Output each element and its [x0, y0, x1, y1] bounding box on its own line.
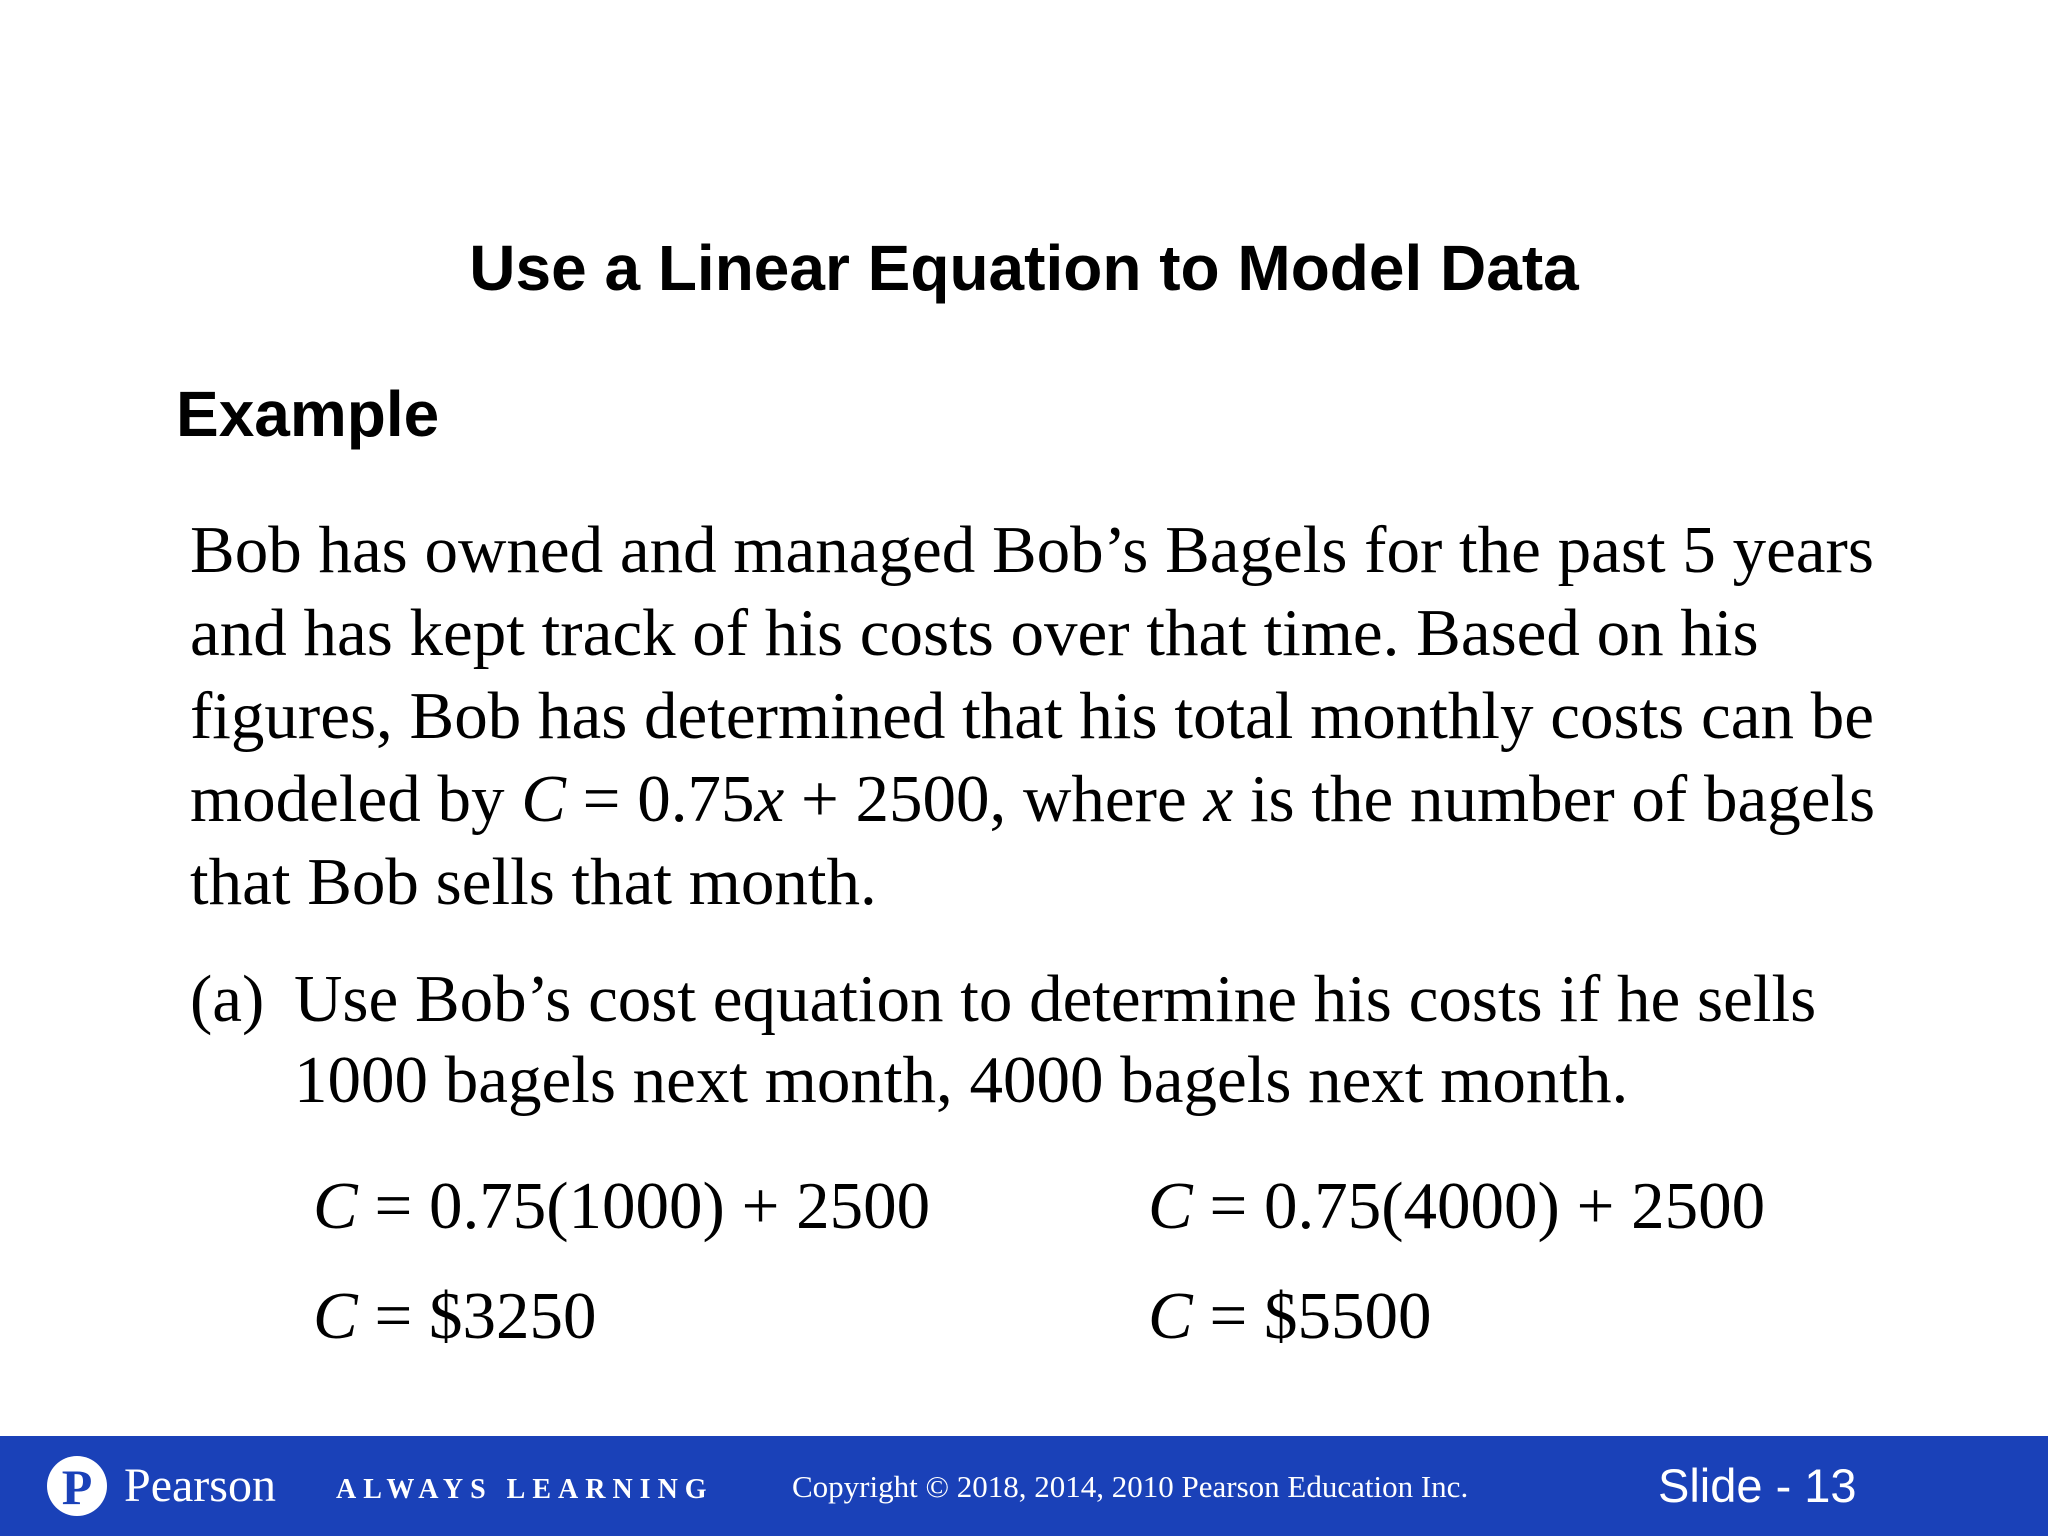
example-paragraph	[190, 509, 1875, 924]
variable-x: x	[754, 762, 785, 836]
equation-text: = $3250	[357, 1279, 597, 1353]
variable-c: C	[1148, 1279, 1193, 1353]
tagline: ALWAYS LEARNING	[336, 1474, 714, 1505]
equation-text: = 0.75(4000) + 2500	[1192, 1169, 1766, 1243]
part-a-line: Use Bob’s cost equation to determine his costs if he sells	[294, 962, 1817, 1036]
pearson-logo-icon	[47, 1456, 107, 1516]
equation-text: = $5500	[1192, 1279, 1432, 1353]
paragraph-line: that Bob sells that month.	[190, 845, 877, 919]
part-a-line: 1000 bagels next month, 4000 bagels next month.	[294, 1043, 1629, 1117]
slide-title: Use a Linear Equation to Model Data	[469, 232, 1579, 304]
text-segment: modeled by	[190, 762, 522, 836]
paragraph-line: and has kept track of his costs over that time. Based on his	[190, 596, 1759, 670]
equation-text: = 0.75(1000) + 2500	[357, 1169, 931, 1243]
variable-c: C	[313, 1279, 358, 1353]
variable-x: x	[1203, 762, 1234, 836]
equation-left-expression	[313, 1164, 930, 1248]
equation-right-expression	[1148, 1164, 1765, 1248]
variable-c: C	[521, 762, 566, 836]
text-segment: = 0.75	[565, 762, 755, 836]
logo-letter: P	[61, 1459, 93, 1515]
variable-c: C	[1148, 1169, 1193, 1243]
text-segment: + 2500, where	[784, 762, 1204, 836]
paragraph-line-equation	[190, 758, 1875, 841]
example-heading: Example	[176, 378, 440, 450]
part-a-text	[294, 959, 1816, 1121]
paragraph-line: Bob has owned and managed Bob’s Bagels for the past 5 years	[190, 513, 1874, 587]
text-segment: is the number of bagels	[1233, 762, 1876, 836]
paragraph-line: figures, Bob has determined that his total monthly costs can be	[190, 679, 1874, 753]
equation-left-result	[313, 1274, 597, 1358]
footer-bar	[0, 1436, 2048, 1536]
copyright: Copyright © 2018, 2014, 2010 Pearson Education Inc.	[792, 1469, 1469, 1504]
slide-number: Slide - 13	[1658, 1459, 1857, 1512]
part-a-label: (a)	[190, 962, 265, 1036]
brand-name: Pearson	[124, 1459, 276, 1512]
equation-right-result	[1148, 1274, 1432, 1358]
variable-c: C	[313, 1169, 358, 1243]
